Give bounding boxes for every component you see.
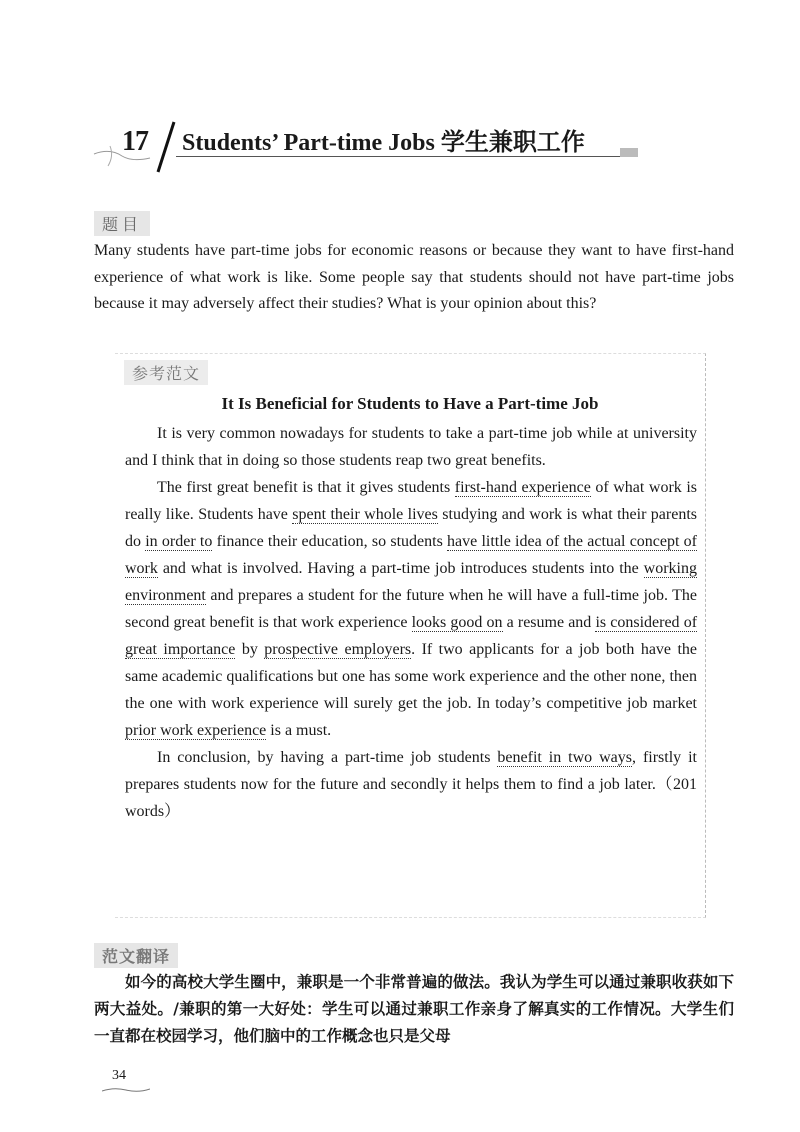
essay-paragraph-2 <box>125 474 697 744</box>
essay-text: and prepares a student for the future when he will have a full-time job. The second great benefit is that work experience <box>125 587 697 631</box>
underlined-phrase: prospective employers <box>264 641 412 658</box>
underlined-phrase: prior work experience <box>125 722 267 739</box>
underlined-phrase: benefit in two ways <box>497 749 632 766</box>
chapter-slash-icon <box>150 118 180 176</box>
prompt-text: Many students have part-time jobs for economic reasons or because they want to have first-hand experience of what work is like. Some people say that students should not have part-time jobs because it may adversely affect their studies? What is your opinion about this? <box>94 242 734 312</box>
chapter-rule <box>176 156 624 157</box>
essay-text: , firstly it prepares students now for the future and secondly it helps them to find a job later. <box>125 749 698 793</box>
essay-body <box>125 420 697 825</box>
essay-label: 参考范文 <box>124 360 208 385</box>
underlined-phrase: is considered of great importance <box>125 614 698 658</box>
essay-text: finance their education, so students <box>212 533 448 550</box>
essay-text: of what work is really like. Students have <box>125 479 698 523</box>
chapter-rule-block <box>620 148 638 157</box>
essay-text: . If two applicants for a job both have the same academic qualifications but one has some work experience and the other none, then the one with work experience will surely get the job. In today’s competitive job market <box>125 641 698 712</box>
underlined-phrase: spent their whole lives <box>292 506 438 523</box>
footer-swash-icon <box>102 1086 150 1094</box>
essay-text: is a must. <box>266 722 332 739</box>
essay-paragraph-3 <box>125 744 697 825</box>
underlined-phrase: looks good on <box>411 614 503 631</box>
essay-text: a resume and <box>502 614 596 631</box>
essay-text: and what is involved. Having a part-time job introduces students into the <box>157 560 644 577</box>
underlined-phrase: first-hand experience <box>454 479 591 496</box>
essay-text: by <box>235 641 265 658</box>
underlined-phrase: have little idea of the actual concept of work <box>125 533 697 577</box>
essay-title-text: It Is Beneficial for Students to Have a Part-time Job <box>221 394 599 413</box>
underlined-phrase: in order to <box>145 533 213 550</box>
chapter-header <box>92 112 640 182</box>
essay-paragraph-1: It is very common nowadays for students to take a part-time job while at university and I think that in doing so those students reap two great benefits. <box>125 425 697 469</box>
chapter-title: Students’ Part-time Jobs 学生兼职工作 <box>182 130 585 156</box>
essay-text: The first great benefit is that it gives students <box>157 479 455 496</box>
translation-text: 如今的高校大学生圈中，兼职是一个非常普遍的做法。我认为学生可以通过兼职收获如下两大益处。/兼职的第一大好处：学生可以通过兼职工作亲身了解真实的工作情况。大学生们一直都在校园学习，他们脑中的工作概念也只是父母 <box>94 972 734 1045</box>
translation-label: 范文翻译 <box>94 943 178 968</box>
underlined-phrase: working environment <box>125 560 697 604</box>
word-count: （201 words） <box>125 776 697 820</box>
page-number: 34 <box>112 1068 126 1083</box>
essay-text: studying and work is what their parents do <box>125 506 698 550</box>
essay-text: In conclusion, by having a part-time job students <box>157 749 498 766</box>
essay-title <box>0 394 800 414</box>
prompt-label: 题目 <box>94 211 150 236</box>
chapter-number: 17 <box>122 126 148 157</box>
